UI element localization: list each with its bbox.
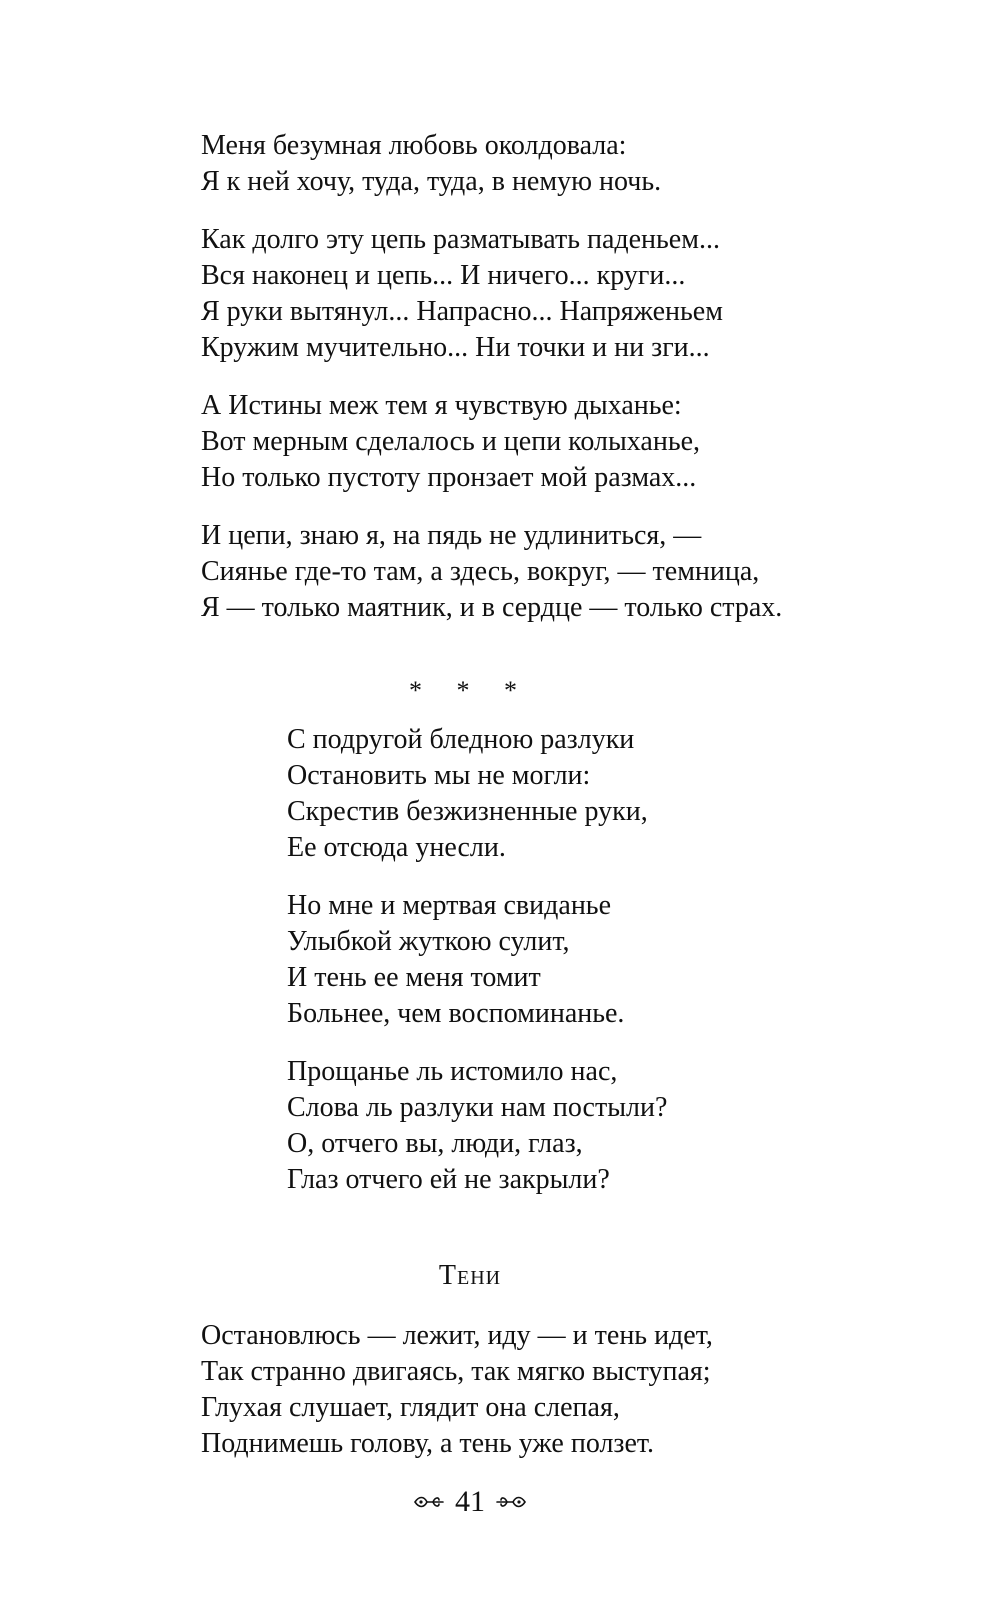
poem-line: Остановить мы не могли:: [287, 760, 591, 791]
poem-line: И тень ее меня томит: [287, 962, 541, 993]
poem-line: Остановлюсь — лежит, иду — и тень идет,: [201, 1320, 713, 1351]
poem-line: О, отчего вы, люди, глаз,: [287, 1128, 583, 1159]
poem1-stanza-1: [201, 128, 661, 200]
poem-line: Поднимешь голову, а тень уже ползет.: [201, 1428, 655, 1459]
section-separator: * * *: [409, 676, 531, 705]
poem-line: И цепи, знаю я, на пядь не удлиниться, —: [201, 520, 702, 551]
poem-line: Улыбкой жуткою сулит,: [287, 926, 570, 957]
poem-line: Как долго эту цепь разматывать паденьем...: [201, 224, 720, 255]
poem-line: Меня безумная любовь околдовала:: [201, 130, 627, 161]
poem3-stanza-1: [201, 1318, 713, 1462]
poem-line: Но мне и мертвая свиданье: [287, 890, 611, 921]
poem1-stanza-4: [201, 518, 782, 626]
poem-line: Ее отсюда унесли.: [287, 832, 506, 863]
poem-line: А Истины меж тем я чувствую дыханье:: [201, 390, 682, 421]
poem-title: Тени: [438, 1260, 502, 1291]
poem1-stanza-3: [201, 388, 700, 496]
poem-line: Я — только маятник, и в сердце — только страх.: [201, 592, 783, 623]
poem-line: Я руки вытянул... Напрасно... Напряженьем: [201, 296, 723, 327]
poem-line: С подругой бледною разлуки: [287, 724, 635, 755]
page-footer: [0, 1484, 940, 1520]
page-number: 41: [455, 1485, 485, 1518]
poem-line: Глухая слушает, глядит она слепая,: [201, 1392, 620, 1423]
poem-line: Скрестив безжизненные руки,: [287, 796, 648, 827]
poem-line: Но только пустоту пронзает мой размах...: [201, 462, 697, 493]
poem-line: Так странно двигаясь, так мягко выступая;: [201, 1356, 711, 1387]
poem-line: Глаз отчего ей не закрыли?: [287, 1164, 610, 1195]
poem-line: Больнее, чем воспоминанье.: [287, 998, 625, 1029]
poem-line: Прощанье ль истомило нас,: [287, 1056, 618, 1087]
poem2-stanza-2: [287, 888, 624, 1032]
fleuron-ornament-icon: [495, 1492, 527, 1512]
poem-line: Вся наконец и цепь... И ничего... круги...: [201, 260, 686, 291]
poem-line: Слова ль разлуки нам постыли?: [287, 1092, 668, 1123]
poem-line: Кружим мучительно... Ни точки и ни зги...: [201, 332, 710, 363]
poem2-stanza-1: [287, 722, 648, 866]
poem1-stanza-2: [201, 222, 723, 366]
poem-line: Я к ней хочу, туда, туда, в немую ночь.: [201, 166, 662, 197]
poem-line: Сиянье где-то там, а здесь, вокруг, — темница,: [201, 556, 760, 587]
poem-line: Вот мерным сделалось и цепи колыханье,: [201, 426, 701, 457]
poem2-stanza-3: [287, 1054, 667, 1198]
fleuron-ornament-icon: [413, 1492, 445, 1512]
